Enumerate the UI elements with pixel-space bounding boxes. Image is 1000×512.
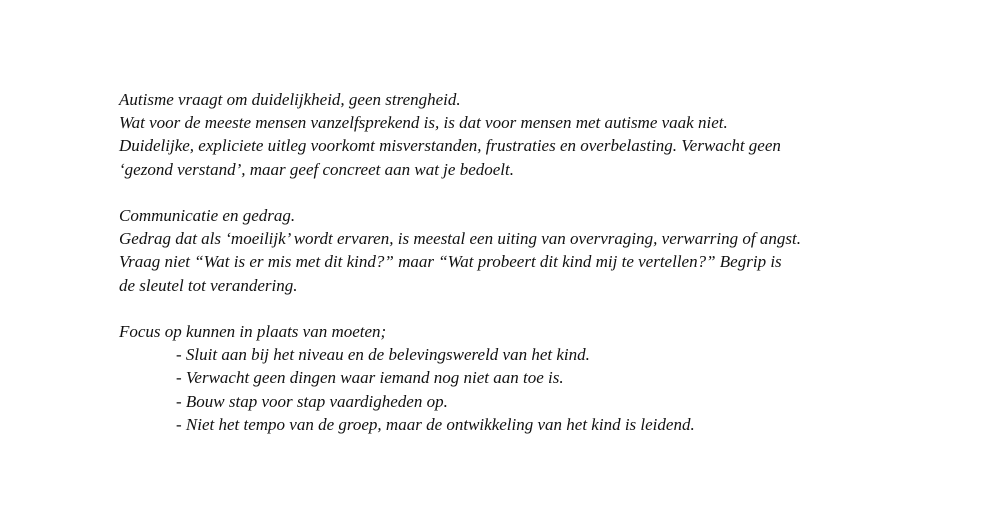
bullet-item: - Sluit aan bij het niveau en de belevingswereld van het kind. [176, 345, 590, 365]
section-communication-line: de sleutel tot verandering. [119, 275, 298, 295]
section-clarity-line: Wat voor de meeste mensen vanzelfsprekend is, is dat voor mensen met autisme vaak niet. [119, 113, 728, 133]
paragraph-gap [119, 181, 979, 204]
section-communication-line: Vraag niet “Wat is er mis met dit kind?” maar “Wat probeert dit kind mij te vertellen?” Begrip is [119, 252, 782, 272]
section-clarity-line: ‘gezond verstand’, maar geef concreet aan wat je bedoelt. [119, 159, 514, 179]
bullet-item: - Bouw stap voor stap vaardigheden op. [176, 391, 448, 411]
section-communication [119, 204, 979, 297]
section-focus [119, 320, 979, 436]
section-focus-heading: Focus op kunnen in plaats van moeten; [119, 322, 387, 341]
section-communication-line: Gedrag dat als ‘moeilijk’ wordt ervaren, is meestal een uiting van overvraging, verwarring of angst. [119, 229, 801, 249]
section-clarity [119, 88, 979, 181]
section-clarity-line: Duidelijke, expliciete uitleg voorkomt misverstanden, frustraties en overbelasting. Verwacht geen [119, 136, 781, 156]
document-body [119, 88, 979, 436]
section-clarity-heading: Autisme vraagt om duidelijkheid, geen strengheid. [119, 90, 461, 109]
section-communication-heading: Communicatie en gedrag. [119, 206, 296, 225]
paragraph-gap [119, 297, 979, 320]
bullet-item: - Niet het tempo van de groep, maar de ontwikkeling van het kind is leidend. [176, 414, 695, 434]
bullet-item: - Verwacht geen dingen waar iemand nog niet aan toe is. [176, 368, 564, 388]
